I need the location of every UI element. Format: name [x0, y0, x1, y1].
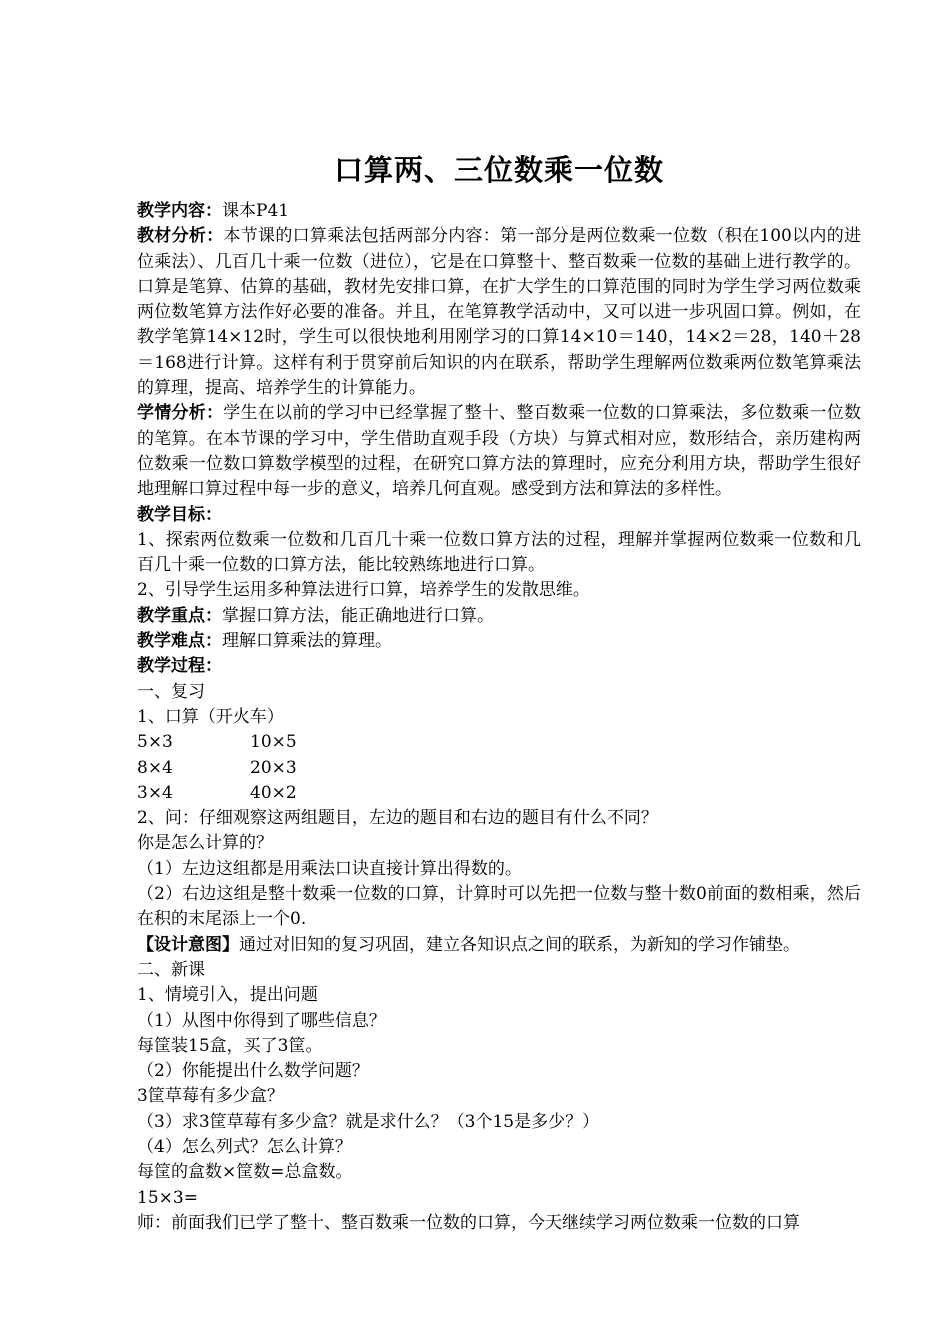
key-point-label: 教学重点： [137, 605, 222, 626]
new-lesson-line: （2）你能提出什么数学问题？ [137, 1061, 369, 1082]
content-text: 课本P41 [222, 201, 290, 221]
review-heading: 一、复习 [137, 681, 205, 702]
student-text: 学生在以前的学习中已经掌握了整十、整百数乘一位数的口算乘法，多位数乘一位数的笔算。在本节课的学习中，学生借助直观手段（方块）与算式相对应，数形结合，亲历建构两位数乘一位数口算数学模型的过程，在研究口算方法的算理时，应充分利用方块，帮助学生很好地理解口算过程中每一步的意义，培养几何直观。感受到方法和算法的多样性。 [137, 403, 862, 500]
new-lesson-line: 每筐装15盒，买了3筐。 [137, 1035, 323, 1056]
new-lesson-line: 15×3= [137, 1187, 198, 1208]
calc-row [137, 781, 861, 806]
new-lesson-line: （4）怎么列式？怎么计算？ [137, 1136, 352, 1157]
calc-left: 8×4 [137, 757, 173, 778]
analysis-text: 本节课的口算乘法包括两部分内容：第一部分是两位数乘一位数（积在100以内的进位乘法）、几百几十乘一位数（进位），它是在口算整十、整百数乘一位数的基础上进行教学的。口算是笔算、估算的基础，教材先安排口算，在扩大学生的口算范围的同时为学生学习两位数乘两位数笔算方法作好必要的准备。并且，在笔算教学活动中，又可以进一步巩固口算。例如，在教学笔算14×12时，学生可以很快地利用刚学习的口算14×10＝140，14×2＝28，140＋28＝168进行计算。这样有利于贯穿前后知识的内在联系，帮助学生理解两位数乘两位数笔算乘法的算理，提高、培养学生的计算能力。 [137, 226, 862, 399]
difficulty-text: 理解口算乘法的算理。 [222, 631, 392, 652]
design-intent-text: 通过对旧知的复习巩固，建立各知识点之间的联系，为新知的学习作铺垫。 [239, 934, 800, 955]
goal-item: 2、引导学生运用多种算法进行口算，培养学生的发散思维。 [137, 580, 590, 601]
new-lesson-line: （1）从图中你得到了哪些信息？ [137, 1010, 386, 1031]
new-lesson-line: （3）求3筐草莓有多少盒？就是求什么？（3个15是多少？） [137, 1111, 600, 1132]
design-intent-label: 【设计意图】 [137, 934, 239, 955]
calc-right: 10×5 [250, 732, 297, 753]
calc-right: 40×2 [250, 782, 297, 803]
content-paragraph [137, 199, 861, 224]
review-question: 2、问：仔细观察这两组题目，左边的题目和右边的题目有什么不同？ [137, 808, 658, 829]
difficulty-label: 教学难点： [137, 631, 222, 652]
key-point-paragraph [137, 604, 861, 629]
calc-row [137, 730, 861, 755]
student-label: 学情分析： [137, 403, 224, 424]
goals-label: 教学目标： [137, 504, 222, 525]
goal-item: 1、探索两位数乘一位数和几百几十乘一位数口算方法的过程，理解并掌握两位数乘一位数和几百几十乘一位数的口算方法，能比较熟练地进行口算。 [137, 529, 861, 576]
document-page [137, 150, 861, 1236]
content-label: 教学内容： [137, 201, 222, 221]
analysis-label: 教材分析： [137, 226, 224, 247]
new-lesson-line: 师：前面我们已学了整十、整百数乘一位数的口算，今天继续学习两位数乘一位数的口算 [137, 1212, 800, 1233]
goals-heading [137, 503, 861, 528]
design-intent-paragraph [137, 933, 861, 958]
calc-left: 3×4 [137, 782, 173, 803]
process-label: 教学过程： [137, 656, 222, 677]
review-answer: （2）右边这组是整十数乘一位数的口算，计算时可以先把一位数与整十数0前面的数相乘，然后在积的末尾添上一个0. [137, 884, 861, 930]
review-question: 你是怎么计算的？ [137, 833, 273, 854]
new-lesson-line: 3筐草莓有多少盒？ [137, 1086, 284, 1107]
calc-left: 5×3 [137, 732, 173, 753]
student-paragraph [137, 401, 861, 502]
calc-row [137, 756, 861, 781]
process-heading [137, 654, 861, 679]
new-lesson-heading: 二、新课 [137, 959, 205, 980]
key-point-text: 掌握口算方法，能正确地进行口算。 [222, 605, 494, 626]
difficulty-paragraph [137, 629, 861, 654]
analysis-paragraph [137, 224, 861, 401]
calc-right: 20×3 [250, 757, 297, 778]
document-title: 口算两、三位数乘一位数 [333, 153, 664, 187]
new-lesson-line: 每筐的盒数×筐数=总盒数。 [137, 1162, 353, 1183]
review-answer: （1）左边这组都是用乘法口诀直接计算出得数的。 [137, 858, 522, 879]
document-body [137, 199, 861, 1236]
new-lesson-line: 1、情境引入，提出问题 [137, 985, 318, 1006]
review-item: 1、口算（开火车） [137, 706, 284, 727]
